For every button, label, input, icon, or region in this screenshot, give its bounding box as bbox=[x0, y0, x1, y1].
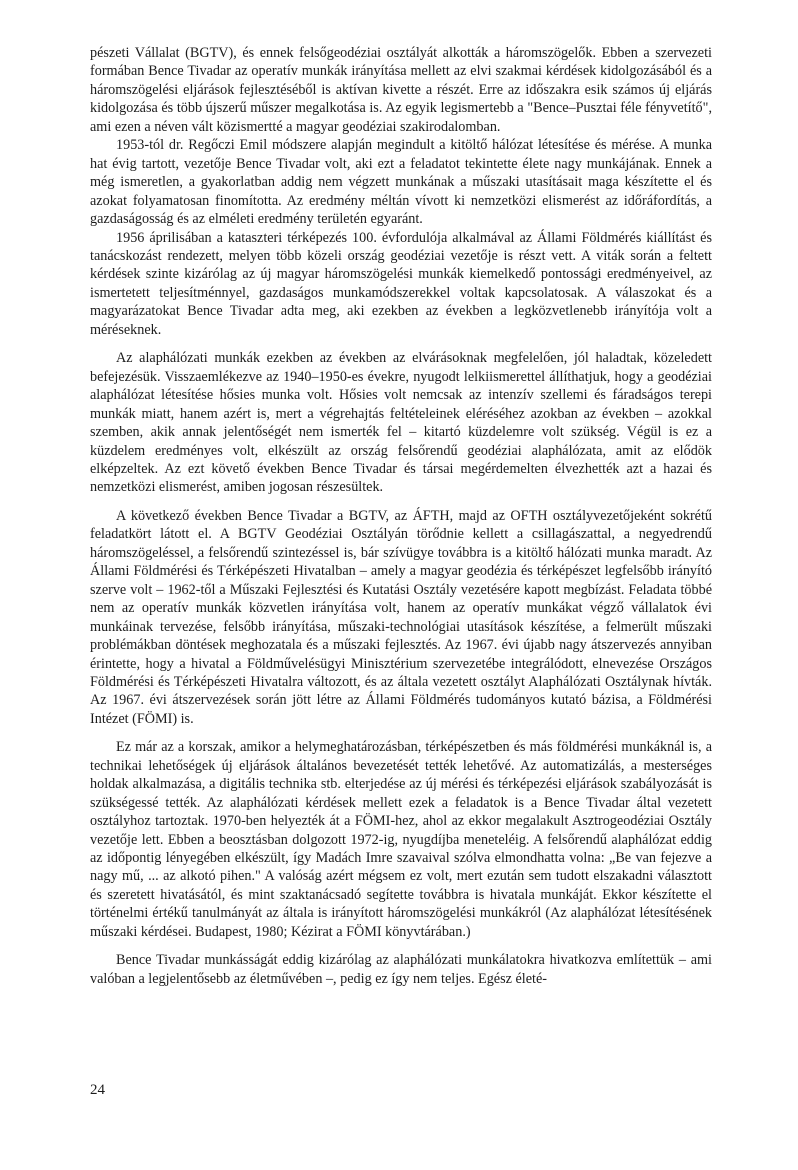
page-number: 24 bbox=[90, 1082, 105, 1098]
paragraph-4: Az alaphálózati munkák ezekben az években az elvárásoknak megfelelően, jól haladtak, közeledett befejezésük. Visszaemlékezve az 1940–1950-es évekre, nyugodt lelkiismerettel állíthatjuk, hogy a geodéziai alaphálózat létesítése hősies munka volt. Hősies volt nemcsak az intenzív szellemi és fáradságos terepi munkák miatt, hanem azért is, mert a végrehajtás feltételeinek eléréséhez azokban az években – azokkal szemben, akik annak jelentőségét nem ismerték fel – kitartó küzdelemre volt szükség. Végül is ez a küzdelem eredményes volt, elkészült az ország felsőrendű geodéziai alaphálózata, amit az elődök elképzeltek. Az ezt követő években Bence Tivadar és társai megérdemelten élvezhették azt a hazai és nemzetközi elismerést, amiben jogosan részesültek. bbox=[90, 350, 712, 496]
body-text bbox=[90, 44, 712, 988]
paragraph-6: Ez már az a korszak, amikor a helymeghatározásban, térképészetben és más földmérési munkáknál is, a technikai lehetőségek új eljárások általános bevezetését tették lehetővé. Az automatizálás, a mesterséges holdak alkalmazása, a digitális technika stb. elterjedése az új mérési és térképezési eljárások szabályozását is szükségessé tették. Az alaphálózati kérdések mellett ezek a feladatok is a Bence Tivadar által vezetett osztályhoz tartoztak. 1970-ben helyezték át a FÖMI-hez, ahol az ekkor megalakult Asztrogeodéziai Osztály vezetője lett. Ebben a beosztásban dolgozott 1972-ig, nyugdíjba meneteléig. A felsőrendű alaphálózat eddig az időpontig lényegében elkészült, így Madách Imre szavaival szólva elmondhatta volna: „Be van fejezve a nagy mű, ... az alkotó pihen." A valóság azért mégsem ez volt, mert ezután sem tudott elszakadni választott és szeretett hivatásától, és mint szaktanácsadó segítette továbbra is hivatala munkáját. Ekkor készítette el történelmi értékű tanulmányát az általa is irányított háromszögelési munkákról (Az alaphálózat létesítésének műszaki kérdései. Budapest, 1980; Kézirat a FÖMI könyvtárában.) bbox=[90, 739, 712, 940]
paragraph-3: 1956 áprilisában a kataszteri térképezés 100. évfordulója alkalmával az Állami Földmérés kiállítást és tanácskozást rendezett, melyen több közeli ország geodéziai vezetője is részt vett. A viták során a feltett kérdések szinte kizárólag az új magyar háromszögelési munkák kiemelkedő pontossági eredményeivel, az ismertetett teljesítménnyel, gazdaságos munkamódszerekkel voltak kapcsolatosak. A válaszokat és a magyarázatokat Bence Tivadar adta meg, aki ezekben az években a legközvetlenebb irányítója volt a méréseknek. bbox=[90, 229, 712, 338]
paragraph-5: A következő években Bence Tivadar a BGTV, az ÁFTH, majd az OFTH osztályvezetőjeként sokrétű feladatkört látott el. A BGTV Geodéziai Osztályán törődnie kellett a csillagászattal, a negyedrendű háromszögeléssel, a felsőrendű szintezéssel is, bár szívügye továbbra is a kitöltő hálózati munka maradt. Az Állami Földmérési és Térképészeti Hivatalban – amely a magyar geodézia és térképészet legfelsőbb irányító szerve volt – 1962-től a Műszaki Fejlesztési és Kutatási Osztály vezetésére kapott megbízást. Feladata többé nem az operatív munkák közvetlen irányítása volt, hanem az operatív munkákat végző vállalatok évi munkáinak tervezése, felsőbb irányítása, műszaki-technológiai utasítások készítése, a felmerült műszaki problémákban döntések meghozatala és a műszaki fejlesztés. Az 1967. évi újabb nagy átszervezés annyiban érintette, hogy a hivatal a Földművelésügyi Minisztérium szervezetébe integrálódott, elnevezése Országos Földmérési és Térképészeti Hivatalra változott, és az általa vezetett osztályt Alaphálózati Osztálynak hívták. Az 1967. évi átszervezések során jött létre az Állami Földmérés tudományos kutató bázisa, a Földmérési Intézet (FÖMI) is. bbox=[90, 507, 712, 727]
paragraph-7: Bence Tivadar munkásságát eddig kizárólag az alaphálózati munkálatokra hivatkozva említettük – ami valóban a legjelentősebb az életművében –, pedig ez így nem teljes. Egész életé- bbox=[90, 952, 712, 987]
paragraph-2: 1953-tól dr. Regőczi Emil módszere alapján megindult a kitöltő hálózat létesítése és mérése. A munka hat évig tartott, vezetője Bence Tivadar volt, aki ezt a feladatot tekintette élete nagy munkájának. Ennek a még ismeretlen, a gyakorlatban addig nem végzett munkának a műszaki utasításait maga készítette el és azokat folyamatosan finomította. Az eredmény méltán vívott ki nemzetközi elismerést az időráfordítás, a gazdaságosság és az elméleti eredmény területén egyaránt. bbox=[90, 137, 712, 228]
paragraph-1: pészeti Vállalat (BGTV), és ennek felsőgeodéziai osztályát alkották a háromszögelők. Ebben a szervezeti formában Bence Tivadar az operatív munkák irányítása mellett az elvi szakmai kérdések kidolgozásából és a háromszögelési eljárások fejlesztéséből is aktívan kivette a részét. Erre az időszakra esik számos új eljárás kidolgozása és több újszerű műszer megalkotása is. Az egyik legismertebb a "Bence–Pusztai féle fényvetítő", ami ezen a néven vált közismertté a magyar geodéziai szakirodalomban. bbox=[90, 45, 712, 135]
